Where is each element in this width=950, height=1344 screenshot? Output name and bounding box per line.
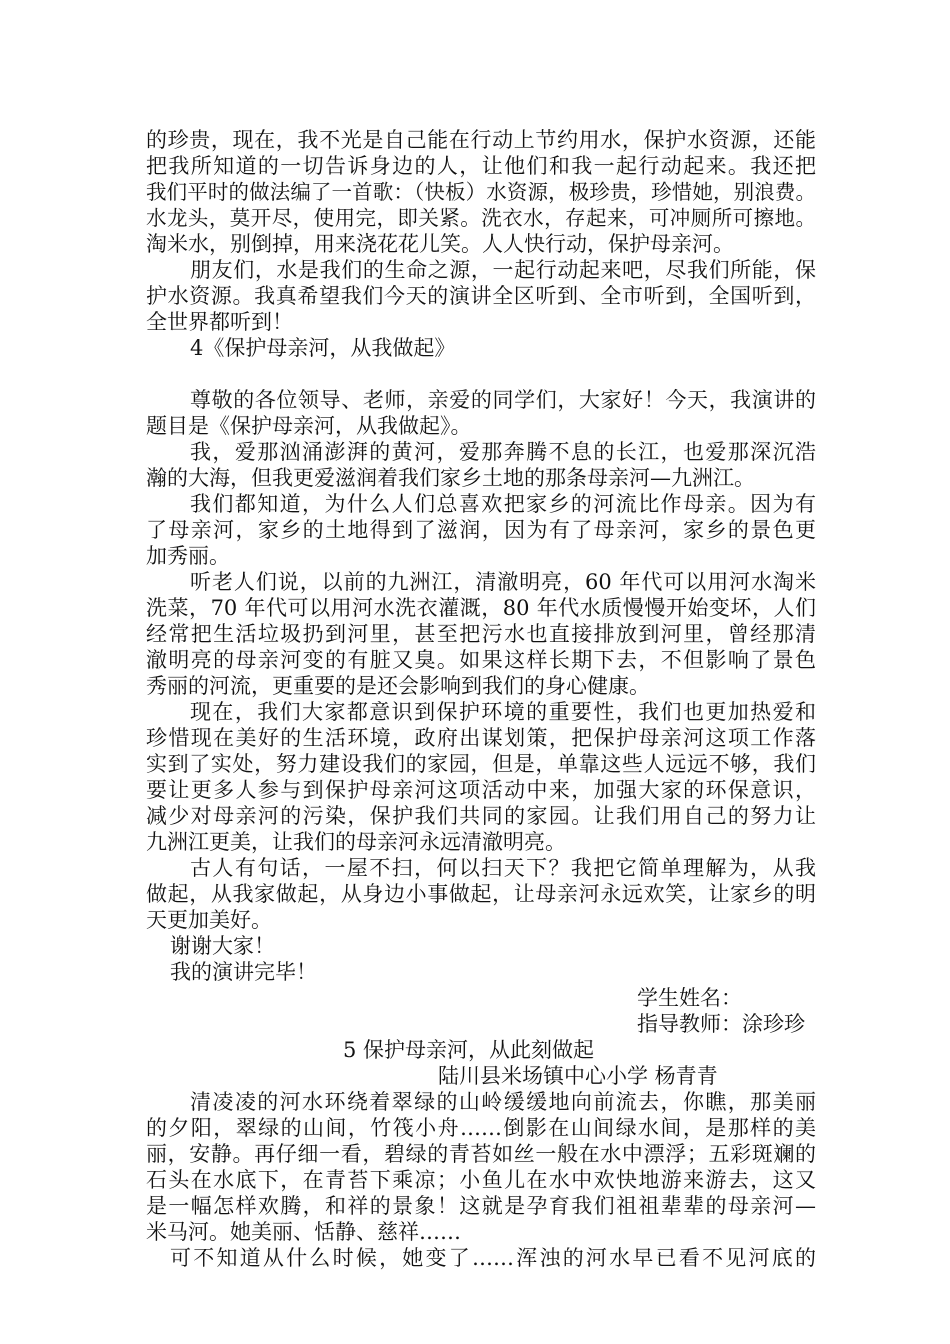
text-line: 澈明亮的母亲河变的有脏又臭。如果这样长期下去，不但影响了景色 (146, 648, 816, 672)
text-line: 可不知道从什么时候，她变了……浑浊的河水早已看不见河底的 (170, 1246, 816, 1270)
text-line: 我，爱那汹涌澎湃的黄河，爱那奔腾不息的长江，也爱那深沉浩 (190, 440, 816, 464)
teacher-name-label: 指导教师：涂珍珍 (637, 1012, 805, 1036)
text-line: 瀚的大海，但我更爱滋润着我们家乡土地的那条母亲河—九洲江。 (146, 466, 755, 490)
text-line: 把我所知道的一切告诉身边的人，让他们和我一起行动起来。我还把 (146, 154, 816, 178)
text-line: 我的演讲完毕！ (170, 960, 317, 984)
author-line: 陆川县米场镇中心小学 杨青青 (438, 1064, 718, 1088)
section-title: 5 保护母亲河，从此刻做起 (343, 1038, 595, 1062)
text-line: 淘米水，别倒掉，用来浇花花儿笑。人人快行动，保护母亲河。 (146, 232, 734, 256)
text-line: 谢谢大家！ (170, 934, 275, 958)
text-line: 减少对母亲河的污染，保护我们共同的家园。让我们用自己的努力让 (146, 804, 816, 828)
text-line: 经常把生活垃圾扔到河里，甚至把污水也直接排放到河里，曾经那清 (146, 622, 816, 646)
text-line: 护水资源。我真希望我们今天的演讲全区听到、全市听到，全国听到， (146, 284, 816, 308)
text-line: 了母亲河，家乡的土地得到了滋润，因为有了母亲河，家乡的景色更 (146, 518, 816, 542)
text-line: 现在，我们大家都意识到保护环境的重要性，我们也更加热爱和 (190, 700, 816, 724)
text-line: 是一幅怎样欢腾，和祥的景象！这就是孕育我们祖祖辈辈的母亲河— (146, 1194, 816, 1218)
text-line: 水龙头，莫开尽，使用完，即关紧。洗衣水，存起来，可冲厕所可擦地。 (146, 206, 816, 230)
text-line: 米马河。她美丽、恬静、慈祥…… (146, 1220, 461, 1244)
text-line: 的珍贵，现在，我不光是自己能在行动上节约用水，保护水资源，还能 (146, 128, 816, 152)
text-line: 珍惜现在美好的生活环境，政府出谋划策，把保护母亲河这项工作落 (146, 726, 816, 750)
text-line: 我们平时的做法编了一首歌：（快板）水资源，极珍贵，珍惜她，别浪费。 (146, 180, 816, 204)
text-line: 全世界都听到！ (146, 310, 293, 334)
text-line: 尊敬的各位领导、老师，亲爱的同学们，大家好！今天，我演讲的 (190, 388, 816, 412)
text-line: 丽，安静。再仔细一看，碧绿的青苔如丝一般在水中漂浮；五彩斑斓的 (146, 1142, 816, 1166)
text-line: 加秀丽。 (146, 544, 230, 568)
section-title: 4《保护母亲河，从我做起》 (190, 336, 456, 360)
text-line: 洗菜，70 年代可以用河水洗衣灌溉，80 年代水质慢慢开始变坏，人们 (146, 596, 816, 620)
text-line: 听老人们说，以前的九洲江，清澈明亮，60 年代可以用河水淘米 (190, 570, 816, 594)
text-line: 石头在水底下，在青苔下乘凉；小鱼儿在水中欢快地游来游去，这又 (146, 1168, 816, 1192)
text-line: 古人有句话，一屋不扫，何以扫天下？我把它简单理解为，从我 (190, 856, 816, 880)
text-line: 天更加美好。 (146, 908, 272, 932)
text-line: 实到了实处，努力建设我们的家园，但是，单靠这些人远远不够，我们 (146, 752, 816, 776)
text-line: 秀丽的河流，更重要的是还会影响到我们的身心健康。 (146, 674, 650, 698)
text-line: 清凌凌的河水环绕着翠绿的山岭缓缓地向前流去，你瞧，那美丽 (190, 1090, 816, 1114)
text-line: 题目是《保护母亲河，从我做起》。 (146, 414, 472, 438)
student-name-label: 学生姓名： (637, 986, 742, 1010)
text-line: 的夕阳，翠绿的山间，竹筏小舟……倒影在山间绿水间，是那样的美 (146, 1116, 816, 1140)
text-line: 朋友们，水是我们的生命之源，一起行动起来吧，尽我们所能，保 (190, 258, 816, 282)
text-line: 九洲江更美，让我们的母亲河永远清澈明亮。 (146, 830, 566, 854)
text-line: 做起，从我家做起，从身边小事做起，让母亲河永远欢笑，让家乡的明 (146, 882, 816, 906)
text-line: 我们都知道，为什么人们总喜欢把家乡的河流比作母亲。因为有 (190, 492, 816, 516)
text-line: 要让更多人参与到保护母亲河这项活动中来，加强大家的环保意识， (146, 778, 816, 802)
